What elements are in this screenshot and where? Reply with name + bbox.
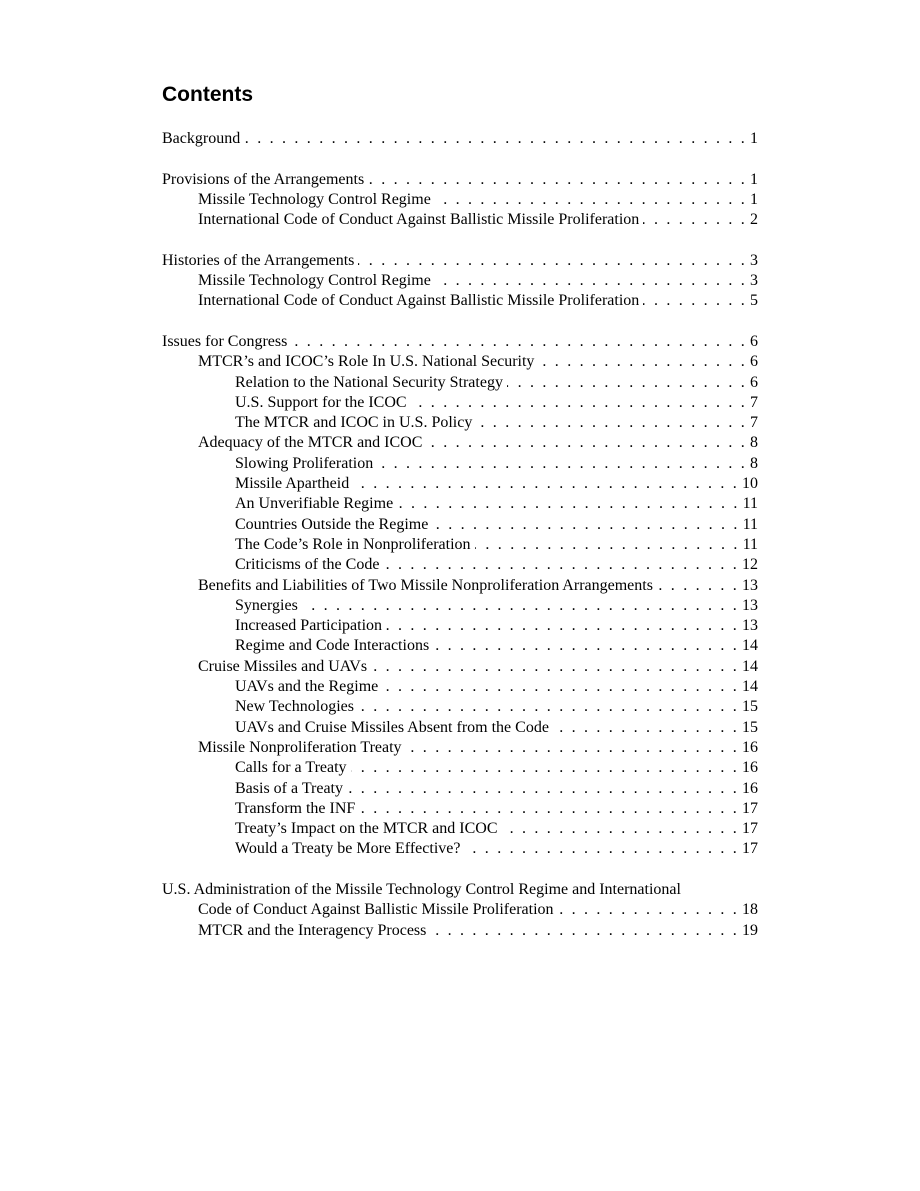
toc-entry-label: Calls for a Treaty	[235, 759, 347, 777]
toc-entry-treaty[interactable]	[162, 738, 758, 758]
dot-leader	[406, 738, 739, 758]
dot-leader	[558, 900, 739, 920]
toc-entry-label: Would a Treaty be More Effective?	[235, 840, 461, 858]
toc-page-number: 15	[742, 698, 758, 716]
toc-entry-label: Adequacy of the MTCR and ICOC	[198, 434, 423, 452]
toc-entry-histories-icoc[interactable]	[162, 291, 758, 311]
dot-leader	[359, 799, 739, 819]
toc-page-number: 13	[742, 596, 758, 614]
dot-leader	[411, 393, 747, 413]
toc-page-number: 14	[742, 657, 758, 675]
toc-entry-label: Cruise Missiles and UAVs	[198, 657, 368, 675]
toc-entry-label: MTCR’s and ICOC’s Role In U.S. National Security	[198, 353, 535, 371]
toc-entry-adequacy-sub[interactable]	[162, 454, 758, 474]
dot-leader	[368, 170, 747, 190]
toc-entry-treaty-sub[interactable]	[162, 758, 758, 778]
toc-entry-label: An Unverifiable Regime	[235, 495, 394, 513]
toc-page-number: 11	[742, 535, 758, 553]
toc-page-number: 16	[742, 779, 758, 797]
dot-leader	[386, 616, 739, 636]
toc-entry-label: Increased Participation	[235, 617, 383, 635]
dot-leader	[643, 291, 747, 311]
dot-leader	[502, 819, 740, 839]
toc-entry-label: MTCR and the Interagency Process	[198, 921, 427, 939]
toc-entry-label: Transform the INF	[235, 799, 356, 817]
dot-leader	[353, 474, 739, 494]
dot-leader	[302, 596, 739, 616]
toc-entry-label: Missile Technology Control Regime	[198, 190, 431, 208]
dot-leader	[643, 210, 747, 230]
toc-entry-label: Slowing Proliferation	[235, 454, 374, 472]
toc-entry-adequacy-sub[interactable]	[162, 474, 758, 494]
dot-leader	[426, 433, 747, 453]
toc-entry-label: Missile Apartheid	[235, 475, 350, 493]
dot-leader	[435, 271, 747, 291]
toc-entry-label: Missile Nonproliferation Treaty	[198, 738, 402, 756]
toc-entry-role-sub[interactable]	[162, 373, 758, 393]
toc-entry-cruise-sub[interactable]	[162, 677, 758, 697]
toc-page-number: 7	[750, 414, 758, 432]
toc-entry-label: Relation to the National Security Strategy	[235, 373, 503, 391]
page-title: Contents	[162, 83, 253, 106]
contents-page	[162, 82, 758, 961]
toc-page-number: 17	[742, 799, 758, 817]
toc-entry-label: The Code’s Role in Nonproliferation	[235, 535, 471, 553]
dot-leader	[351, 758, 739, 778]
toc-entry-adequacy-sub[interactable]	[162, 535, 758, 555]
toc-entry-label: Benefits and Liabilities of Two Missile Nonproliferation Arrangements	[198, 576, 653, 594]
toc-entry-administration-line1[interactable]: U.S. Administration of the Missile Technology Control Regime and International	[162, 880, 681, 898]
toc-entry-histories[interactable]	[162, 251, 758, 271]
toc-entry-treaty-sub[interactable]	[162, 839, 758, 859]
toc-page-number: 19	[742, 921, 758, 939]
toc-entry-treaty-sub[interactable]	[162, 779, 758, 799]
dot-leader	[377, 454, 747, 474]
toc-page-number: 11	[742, 515, 758, 533]
toc-entry-histories-mtcr[interactable]	[162, 271, 758, 291]
toc-page-number: 6	[750, 332, 758, 350]
toc-page-number: 6	[750, 373, 758, 391]
toc-section-background	[162, 129, 758, 149]
toc-entry-role-sub[interactable]	[162, 393, 758, 413]
toc-entry-adequacy-sub[interactable]	[162, 515, 758, 535]
dot-leader	[475, 535, 740, 555]
toc-entry-label: Synergies	[235, 596, 298, 614]
toc-page-number: 13	[742, 576, 758, 594]
table-of-contents	[162, 129, 758, 941]
toc-entry-label: Histories of the Arrangements	[162, 251, 355, 269]
toc-entry-label: Code of Conduct Against Ballistic Missile Proliferation	[198, 901, 554, 919]
toc-entry-label: International Code of Conduct Against Ballistic Missile Proliferation	[198, 292, 640, 310]
toc-entry-background[interactable]	[162, 129, 758, 149]
toc-page-number: 5	[750, 292, 758, 310]
dot-leader	[291, 332, 747, 352]
toc-entry-role-sub[interactable]	[162, 413, 758, 433]
toc-entry-label: Treaty’s Impact on the MTCR and ICOC	[235, 820, 498, 838]
toc-entry-label: U.S. Support for the ICOC	[235, 393, 407, 411]
toc-page-number: 11	[742, 495, 758, 513]
dot-leader	[383, 555, 739, 575]
toc-page-number: 14	[742, 678, 758, 696]
toc-entry-benefits-sub[interactable]	[162, 616, 758, 636]
toc-entry-label: New Technologies	[235, 698, 354, 716]
toc-page-number: 1	[750, 190, 758, 208]
toc-page-number: 14	[742, 637, 758, 655]
toc-entry-label: Provisions of the Arrangements	[162, 170, 365, 188]
dot-leader	[358, 697, 739, 717]
toc-entry-cruise-sub[interactable]	[162, 697, 758, 717]
toc-section-administration	[162, 880, 758, 941]
dot-leader	[347, 779, 739, 799]
toc-page-number: 17	[742, 820, 758, 838]
toc-entry-provisions[interactable]	[162, 170, 758, 190]
toc-page-number: 18	[742, 901, 758, 919]
toc-entry-label: Issues for Congress	[162, 332, 288, 350]
toc-entry-adequacy[interactable]	[162, 433, 758, 453]
dot-leader	[432, 515, 739, 535]
toc-entry-label: The MTCR and ICOC in U.S. Policy	[235, 414, 473, 432]
dot-leader	[553, 718, 739, 738]
toc-page-number: 10	[742, 475, 758, 493]
toc-page-number: 16	[742, 738, 758, 756]
dot-leader	[507, 373, 747, 393]
dot-leader	[244, 129, 747, 149]
toc-entry-label: International Code of Conduct Against Ballistic Missile Proliferation	[198, 211, 640, 229]
toc-entry-adequacy-sub[interactable]	[162, 494, 758, 514]
toc-page-number: 3	[750, 272, 758, 290]
toc-page-number: 1	[750, 130, 758, 147]
toc-entry-label: Basis of a Treaty	[235, 779, 343, 797]
toc-entry-treaty-sub[interactable]	[162, 819, 758, 839]
dot-leader	[435, 190, 747, 210]
dot-leader	[397, 494, 739, 514]
toc-entry-benefits-sub[interactable]	[162, 636, 758, 656]
toc-section-histories	[162, 251, 758, 312]
toc-entry-cruise[interactable]	[162, 657, 758, 677]
toc-entry-provisions-mtcr[interactable]	[162, 190, 758, 210]
toc-entry-label: UAVs and the Regime	[235, 678, 379, 696]
toc-entry-treaty-sub[interactable]	[162, 799, 758, 819]
toc-entry-adequacy-sub[interactable]	[162, 555, 758, 575]
toc-page-number: 17	[742, 840, 758, 858]
toc-section-provisions	[162, 170, 758, 231]
dot-leader	[430, 921, 739, 941]
dot-leader	[657, 576, 739, 596]
toc-section-issues	[162, 332, 758, 860]
toc-entry-benefits[interactable]	[162, 576, 758, 596]
toc-page-number: 15	[742, 718, 758, 736]
dot-leader	[371, 657, 739, 677]
toc-entry-administration-line2[interactable]	[162, 900, 758, 920]
dot-leader	[433, 636, 739, 656]
dot-leader	[476, 413, 747, 433]
toc-entry-role[interactable]	[162, 352, 758, 372]
dot-leader	[358, 251, 747, 271]
toc-entry-benefits-sub[interactable]	[162, 596, 758, 616]
toc-page-number: 6	[750, 353, 758, 371]
toc-page-number: 8	[750, 434, 758, 452]
toc-page-number: 8	[750, 454, 758, 472]
toc-entry-issues[interactable]	[162, 332, 758, 352]
toc-entry-interagency[interactable]	[162, 921, 758, 941]
toc-page-number: 3	[750, 251, 758, 269]
toc-page-number: 16	[742, 759, 758, 777]
toc-entry-label: UAVs and Cruise Missiles Absent from the Code	[235, 718, 549, 736]
toc-page-number: 2	[750, 211, 758, 229]
toc-entry-provisions-icoc[interactable]	[162, 210, 758, 230]
toc-entry-label: Regime and Code Interactions	[235, 637, 430, 655]
toc-page-number: 1	[750, 170, 758, 188]
toc-page-number: 13	[742, 617, 758, 635]
toc-page-number: 7	[750, 393, 758, 411]
toc-entry-cruise-sub[interactable]	[162, 718, 758, 738]
toc-entry-label: Background	[162, 130, 241, 147]
dot-leader	[382, 677, 739, 697]
toc-entry-label: Countries Outside the Regime	[235, 515, 429, 533]
toc-entry-label: Missile Technology Control Regime	[198, 272, 431, 290]
toc-page-number: 12	[742, 556, 758, 574]
toc-entry-label: Criticisms of the Code	[235, 556, 380, 574]
dot-leader	[464, 839, 739, 859]
dot-leader	[538, 352, 747, 372]
